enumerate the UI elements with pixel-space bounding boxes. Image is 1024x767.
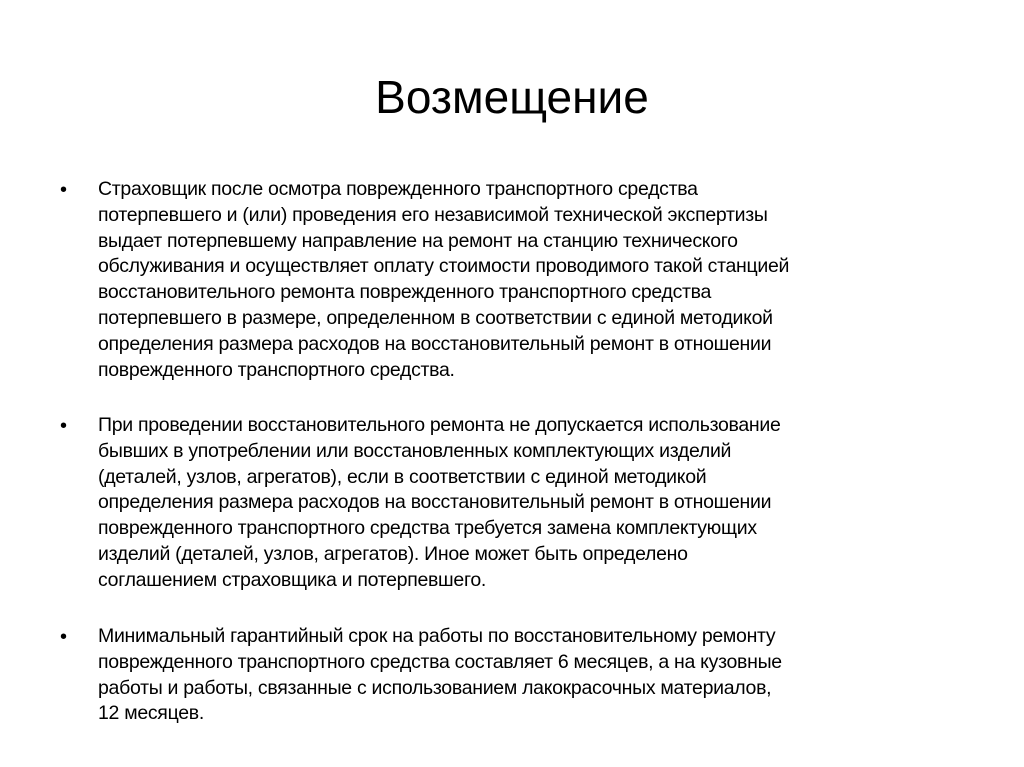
text-line: поврежденного транспортного средства составляет 6 месяцев, а на кузовные [98, 650, 782, 673]
text-line: 12 месяцев. [98, 702, 204, 725]
text-line: выдает потерпевшему направление на ремонт на станцию технического [98, 229, 738, 252]
text-line: потерпевшего и (или) проведения его независимой технической экспертизы [98, 203, 768, 226]
text-line: обслуживания и осуществляет оплату стоимости проводимого такой станцией [98, 255, 790, 278]
text-line: Минимальный гарантийный срок на работы по восстановительному ремонту [98, 625, 776, 647]
text-line: определения размера расходов на восстановительный ремонт в отношении [98, 491, 772, 514]
bullet-icon: • [60, 626, 68, 648]
text-line: потерпевшего в размере, определенном в соответствии с единой методикой [98, 306, 773, 329]
text-line: изделий (деталей, узлов, агрегатов). Иное может быть определено [98, 542, 688, 565]
text-line: (деталей, узлов, агрегатов), если в соответствии с единой методикой [98, 465, 707, 488]
text-line: поврежденного транспортного средства. [98, 358, 455, 381]
bullet-icon: • [60, 415, 68, 437]
bullet-icon: • [60, 179, 68, 201]
text-line: восстановительного ремонта поврежденного транспортного средства [98, 281, 712, 304]
text-line: поврежденного транспортного средства требуется замена комплектующих [98, 517, 757, 540]
text-line: бывших в употреблении или восстановленных комплектующих изделий [98, 439, 732, 462]
slide-title: Возмещение [375, 71, 649, 123]
text-line: При проведении восстановительного ремонта не допускается использование [98, 414, 781, 436]
text-line: определения размера расходов на восстановительный ремонт в отношении [98, 332, 772, 355]
text-line: Страховщик после осмотра поврежденного транспортного средства [98, 178, 698, 200]
text-line: работы и работы, связанные с использованием лакокрасочных материалов, [98, 676, 772, 699]
text-line: соглашением страховщика и потерпевшего. [98, 568, 486, 591]
